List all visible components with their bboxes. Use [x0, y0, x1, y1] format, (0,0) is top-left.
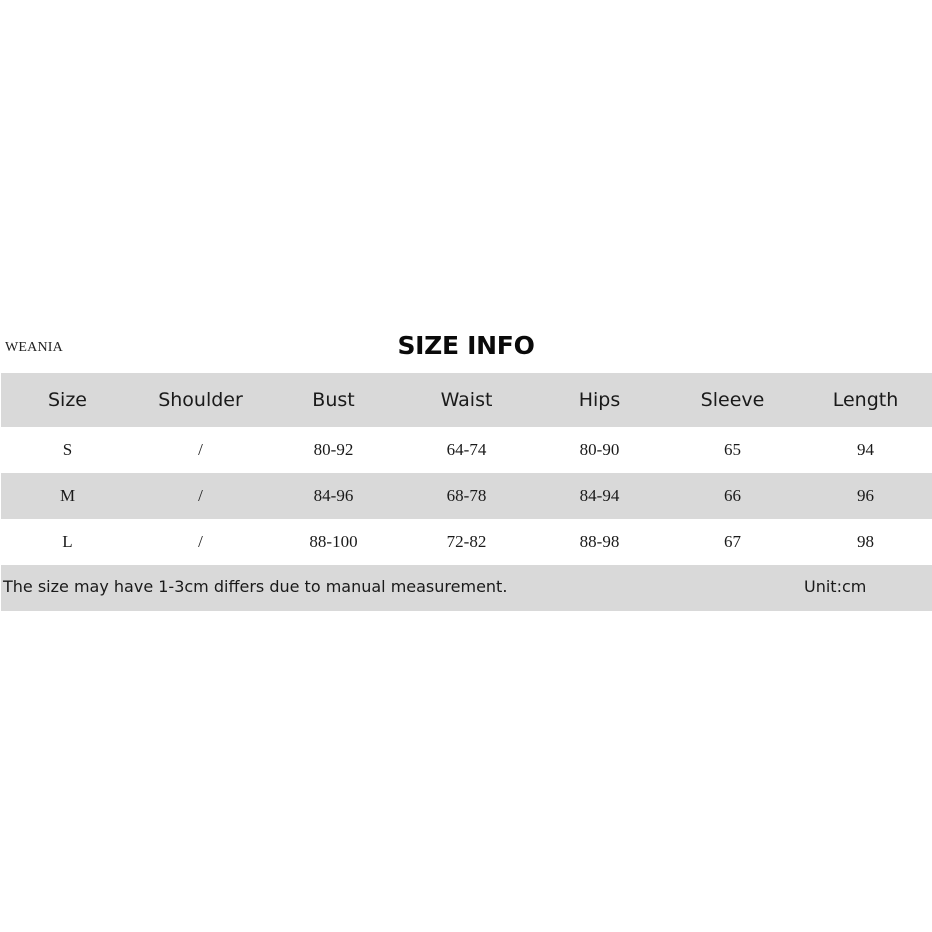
measurement-note: The size may have 1-3cm differs due to manual measurement.	[3, 577, 508, 596]
cell-bust: 84-96	[313, 486, 354, 505]
header-size: Size	[47, 389, 87, 411]
cell-hips: 84-94	[579, 486, 620, 505]
unit-label: Unit:cm	[804, 577, 867, 596]
table-row	[1, 473, 932, 519]
cell-size: L	[62, 532, 73, 551]
cell-sleeve: 67	[724, 532, 741, 551]
header-shoulder: Shoulder	[158, 389, 243, 411]
cell-length: 98	[857, 532, 874, 551]
cell-waist: 64-74	[446, 440, 487, 459]
cell-shoulder: /	[198, 440, 203, 459]
cell-bust: 80-92	[313, 440, 354, 459]
brand-logo: WEANIA	[5, 340, 63, 355]
cell-size: S	[62, 440, 73, 459]
header-sleeve: Sleeve	[700, 389, 765, 411]
size-chart-table	[1, 373, 932, 611]
header-waist: Waist	[440, 389, 493, 411]
page-title: SIZE INFO	[397, 331, 535, 360]
cell-shoulder: /	[198, 486, 203, 505]
header-bust: Bust	[312, 389, 355, 411]
table-row	[1, 427, 932, 473]
cell-waist: 72-82	[446, 532, 487, 551]
cell-length: 94	[857, 440, 874, 459]
cell-hips: 88-98	[579, 532, 620, 551]
table-row	[1, 519, 932, 565]
cell-size: M	[59, 486, 76, 505]
cell-shoulder: /	[198, 532, 203, 551]
cell-bust: 88-100	[309, 532, 358, 551]
cell-sleeve: 65	[724, 440, 741, 459]
table-footer-row	[1, 565, 932, 611]
header-length: Length	[832, 389, 899, 411]
table-header-row	[1, 373, 932, 427]
cell-length: 96	[857, 486, 874, 505]
header-hips: Hips	[578, 389, 621, 411]
cell-waist: 68-78	[446, 486, 487, 505]
cell-sleeve: 66	[724, 486, 741, 505]
cell-hips: 80-90	[579, 440, 620, 459]
